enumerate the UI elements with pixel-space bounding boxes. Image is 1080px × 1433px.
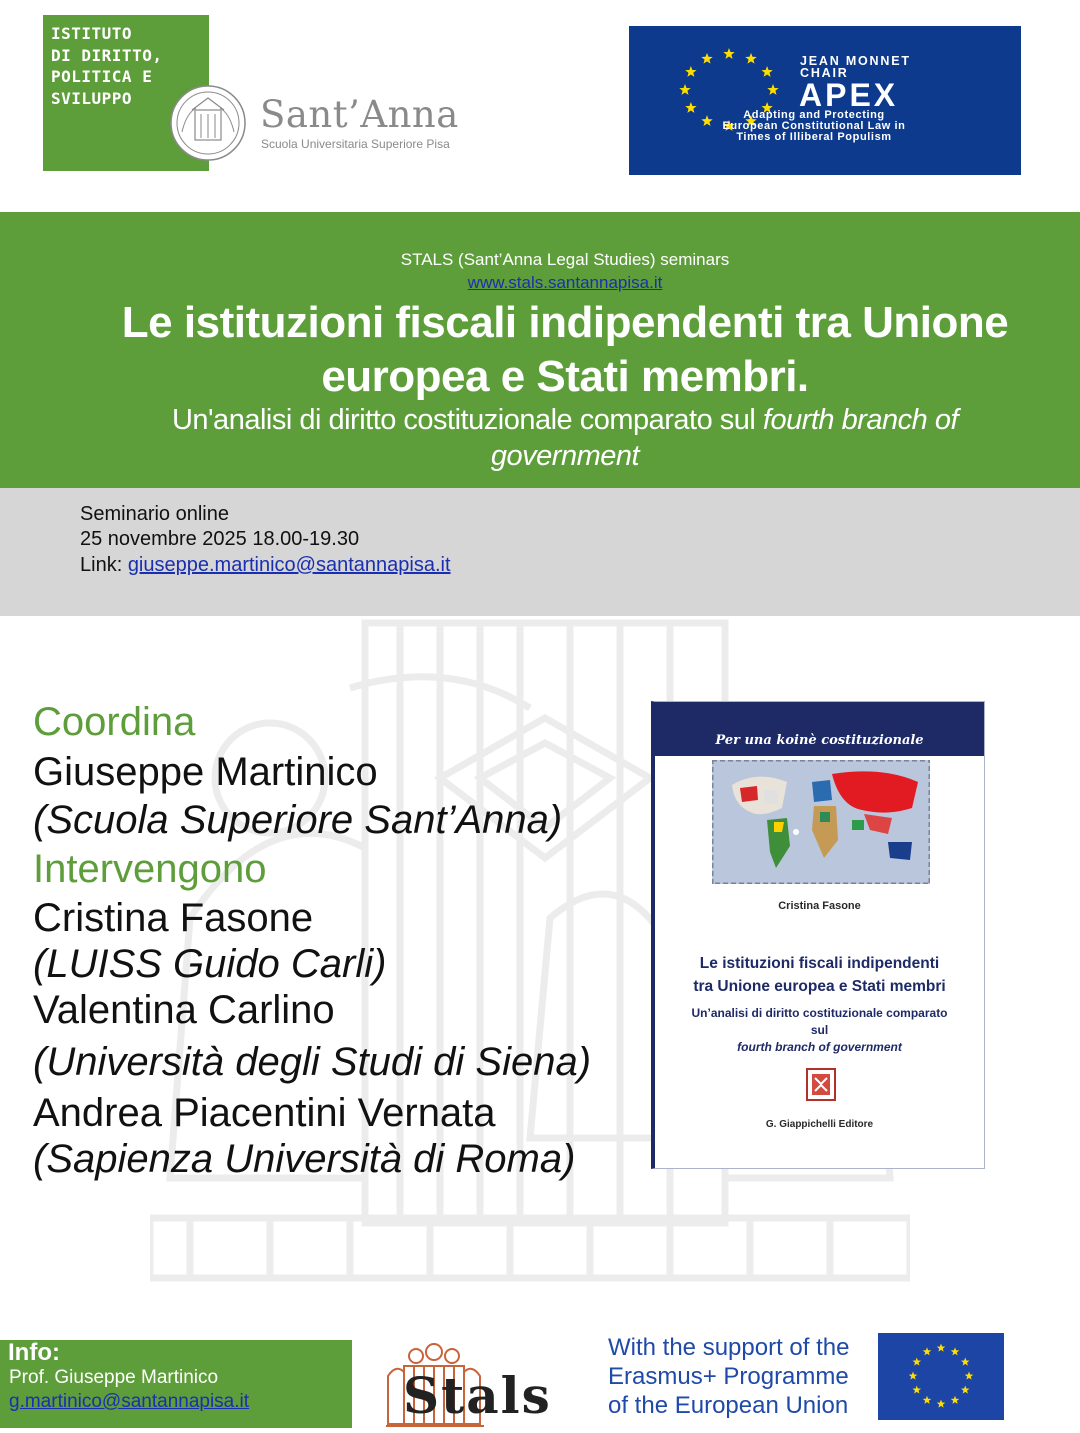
star-icon	[965, 1372, 974, 1380]
erasmus-support-text	[608, 1333, 849, 1420]
book-subtitle-line: Un’analisi di diritto costituzionale comparato	[691, 1006, 948, 1020]
title-banner	[0, 212, 1080, 488]
apex-sub-line: Times of Illiberal Populism	[736, 131, 892, 143]
star-icon	[723, 48, 734, 59]
apex-jean-monnet	[800, 55, 911, 79]
intervengono-label: Intervengono	[33, 847, 267, 891]
book-title	[655, 952, 984, 998]
santanna-seal-icon	[168, 84, 250, 162]
footer-info-box	[0, 1340, 352, 1428]
book-author: Cristina Fasone	[778, 900, 861, 912]
book-subtitle-plain: sul	[810, 1023, 829, 1037]
book-subtitle-italic: fourth branch of government	[737, 1040, 902, 1054]
panelist-affiliation: (Università degli Studi di Siena)	[33, 1040, 592, 1084]
event-mode: Seminario online	[80, 503, 229, 525]
star-icon	[767, 84, 778, 95]
idps-line: SVILUPPO	[51, 88, 133, 108]
stals-logo	[384, 1336, 594, 1430]
event-link-line	[80, 554, 451, 577]
event-datetime: 25 novembre 2025 18.00-19.30	[80, 528, 360, 550]
apex-subtitle	[689, 110, 939, 143]
subtitle-plain: Un'analisi di diritto costituzionale comparato sul	[171, 404, 763, 436]
book-series: Per una koinè costituzionale	[655, 702, 984, 756]
book-publisher: G. Giappichelli Editore	[765, 1119, 874, 1130]
erasmus-line: Erasmus+ Programme	[608, 1363, 849, 1390]
santanna-subtitle: Scuola Universitaria Superiore Pisa	[261, 137, 450, 151]
eu-flag	[878, 1333, 1004, 1420]
star-icon	[761, 66, 772, 77]
stals-logo-text: Stals	[403, 1366, 552, 1425]
panelist-affiliation: (LUISS Guido Carli)	[33, 942, 387, 986]
coordina-label: Coordina	[33, 700, 196, 744]
star-icon	[961, 1386, 970, 1394]
apex-title: APEX	[799, 77, 899, 113]
seminar-subtitle	[110, 402, 1020, 474]
book-title-line: tra Unione europea e Stati membri	[693, 978, 946, 995]
info-label: Info:	[8, 1339, 60, 1366]
apex-logo	[629, 26, 1021, 175]
star-icon	[937, 1400, 946, 1408]
apex-sub-line: European Constitutional Law in	[722, 120, 906, 132]
panelist-affiliation: (Sapienza Università di Roma)	[33, 1137, 576, 1181]
info-contact-email[interactable]: g.martinico@santannapisa.it	[9, 1391, 250, 1412]
star-icon	[912, 1358, 921, 1366]
panelist-name: Valentina Carlino	[33, 988, 335, 1032]
idps-logo-text	[51, 23, 162, 109]
info-contact-name: Prof. Giuseppe Martinico	[9, 1367, 219, 1388]
santanna-name: Sant’Anna	[260, 93, 459, 136]
series-name: STALS (Sant’Anna Legal Studies) seminars	[400, 250, 730, 269]
book-subtitle-line2	[655, 1022, 984, 1056]
star-icon	[961, 1358, 970, 1366]
star-icon	[923, 1396, 932, 1404]
book-subtitle	[655, 1005, 984, 1056]
apex-jean-monnet-line: JEAN MONNET	[800, 54, 911, 68]
eu-flag-stars-icon	[878, 1333, 1004, 1420]
star-icon	[951, 1347, 960, 1355]
star-icon	[951, 1396, 960, 1404]
apex-sub-line: Adapting and Protecting	[743, 109, 885, 121]
star-icon	[679, 84, 690, 95]
idps-line: POLITICA E	[51, 67, 153, 86]
event-info-band	[0, 488, 1080, 616]
book-title-line: Le istituzioni fiscali indipendenti	[699, 955, 940, 972]
erasmus-line: With the support of the	[608, 1334, 850, 1361]
panelist-name: Cristina Fasone	[33, 896, 314, 940]
coordinator-name: Giuseppe Martinico	[33, 750, 378, 794]
star-icon	[701, 53, 712, 64]
panelist-name: Andrea Piacentini Vernata	[33, 1091, 496, 1135]
publisher-logo-icon	[806, 1068, 836, 1101]
apex-chair-line: CHAIR	[800, 66, 849, 80]
event-link-label: Link:	[80, 554, 128, 576]
idps-line: ISTITUTO	[51, 24, 133, 43]
star-icon	[909, 1372, 918, 1380]
idps-line: DI DIRITTO,	[51, 45, 163, 65]
star-icon	[685, 66, 696, 77]
coordinator-affiliation: (Scuola Superiore Sant’Anna)	[33, 798, 563, 842]
erasmus-line: of the European Union	[608, 1392, 849, 1419]
book-cover	[651, 701, 985, 1169]
seminar-title: Le istituzioni fiscali indipendenti tra Unione europea e Stati membri.	[121, 298, 1009, 401]
star-icon	[923, 1347, 932, 1355]
subtitle-italic: fourth branch of government	[490, 404, 959, 472]
world-map-flags-icon	[712, 760, 930, 884]
star-icon	[912, 1386, 921, 1394]
series-url-link[interactable]: www.stals.santannapisa.it	[467, 273, 663, 292]
event-link-email[interactable]: giuseppe.martinico@santannapisa.it	[127, 554, 451, 576]
star-icon	[937, 1344, 946, 1352]
star-icon	[745, 53, 756, 64]
